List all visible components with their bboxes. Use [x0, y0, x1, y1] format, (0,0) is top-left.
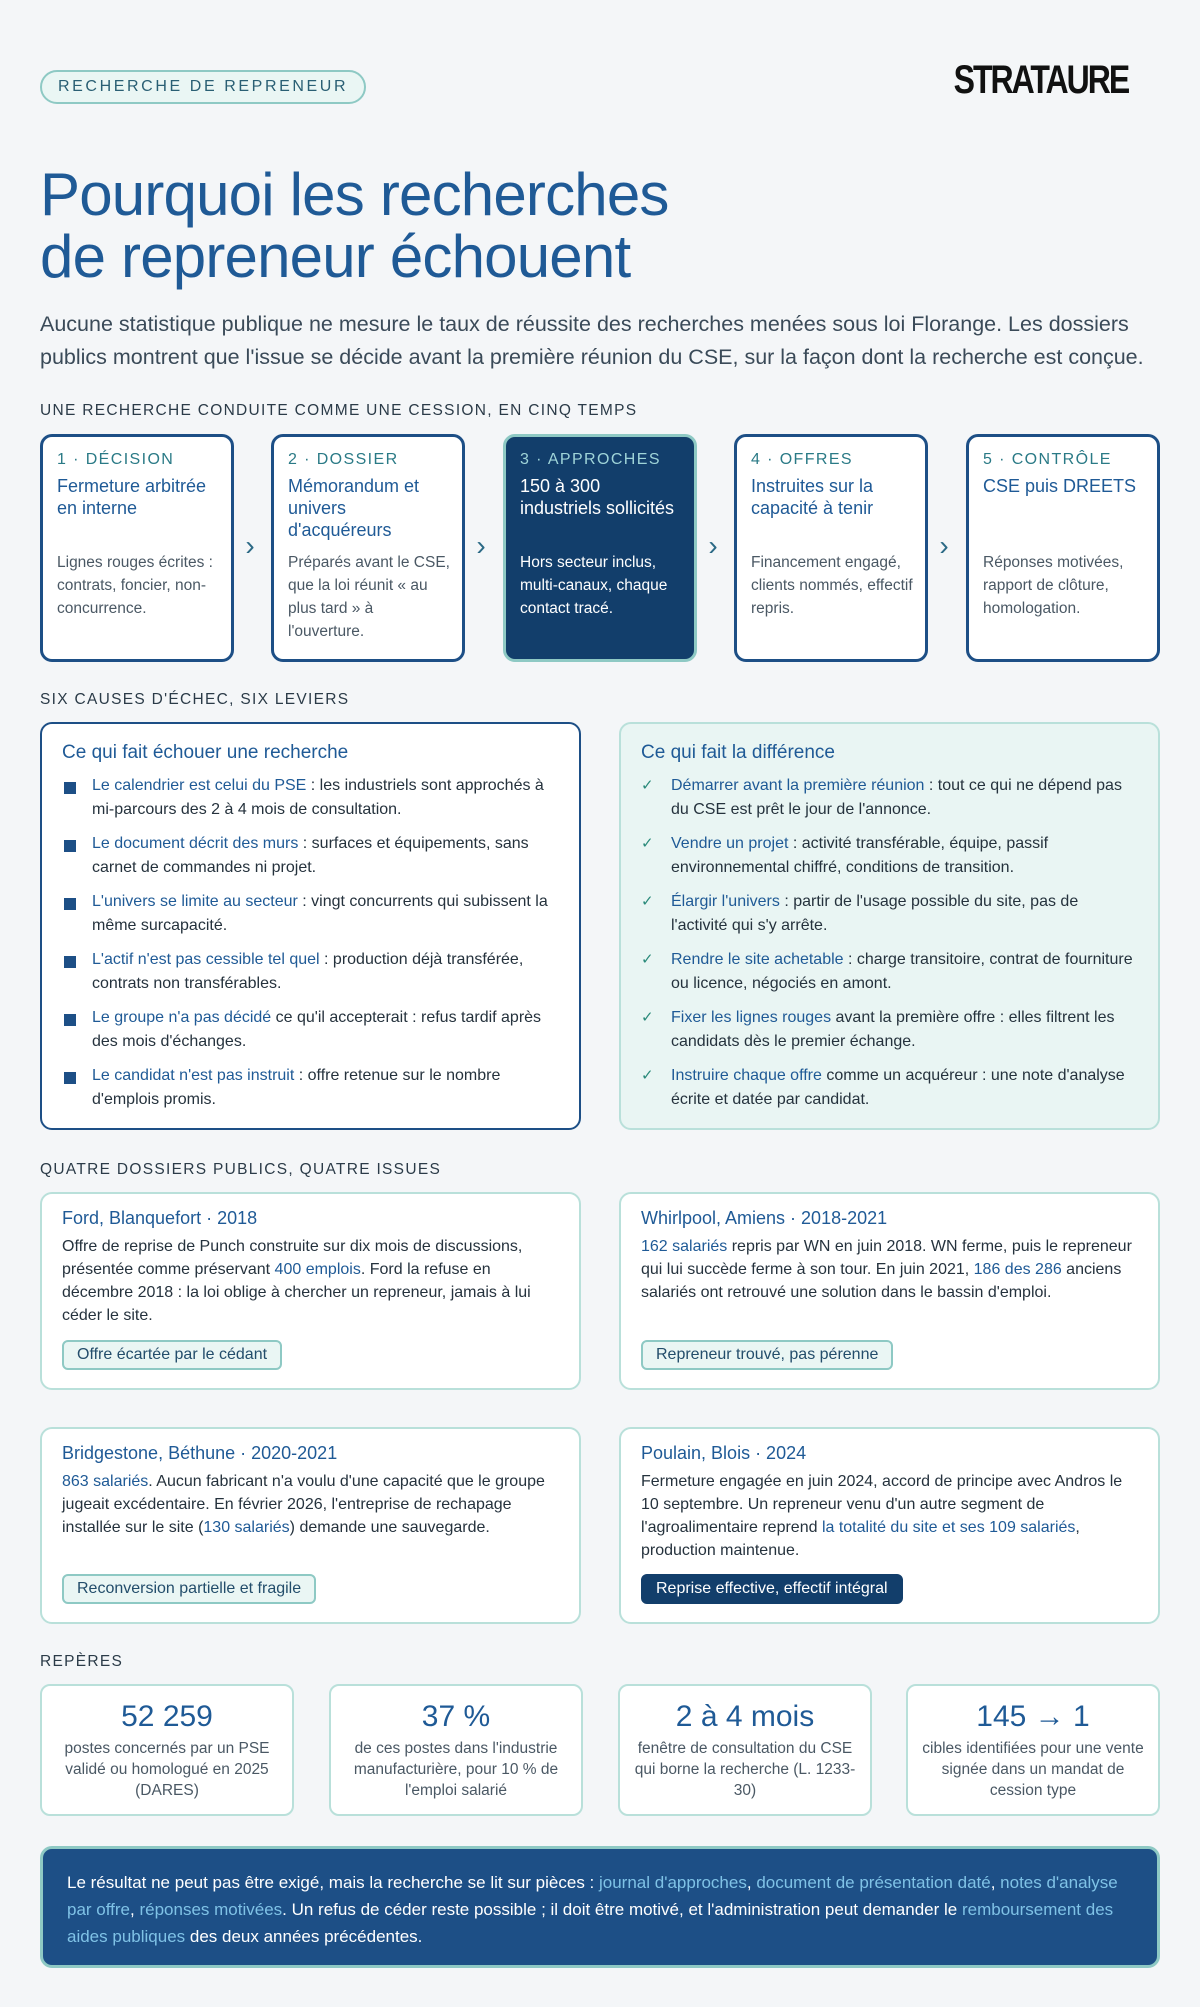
stat-card	[618, 1684, 872, 1816]
step-description: Financement engagé, clients nommés, effectif repris.	[751, 554, 913, 617]
item-lead: Le candidat n'est pas instruit	[92, 1067, 295, 1084]
case-text: Fermeture engagée en juin 2024, accord de principe avec Andros le 10 septembre. Un repreneur venu d'un autre segment de l'agroalimentaire reprend la totalité du site et ses 109 salariés, production maintenue.	[641, 1473, 1123, 1559]
stat-value: 145 → 1	[976, 1700, 1090, 1733]
stats-section-title: REPÈRES	[40, 1653, 124, 1670]
success-levers-panel	[619, 722, 1160, 1130]
steps-section-title: UNE RECHERCHE CONDUITE COMME UNE CESSION, EN CINQ TEMPS	[40, 402, 638, 419]
step-number: 2 · DOSSIER	[288, 451, 399, 468]
case-text: 162 salariés repris par WN en juin 2018. WN ferme, puis le repreneur qui lui succède ferme à son tour. En juin 2021, 186 des 286 anciens salariés ont retrouvé une solution dans le bassin d'emploi.	[641, 1238, 1132, 1301]
item-text: : les industriels sont approchés à mi-parcours des 2 à 4 mois de consultation.	[92, 777, 544, 818]
chevron-right-icon: ›	[939, 530, 949, 561]
stat-value: 52 259	[121, 1700, 213, 1733]
title-line-2: de repreneur échouent	[40, 223, 631, 290]
item-lead: Rendre le site achetable	[671, 951, 844, 968]
stat-caption: de ces postes dans l'industrie manufacturière, pour 10 % de l'emploi salarié	[353, 1740, 559, 1799]
item-text: : offre retenue sur le nombre d'emplois promis.	[92, 1067, 501, 1108]
case-card-ford	[40, 1192, 581, 1390]
stat-card	[906, 1684, 1160, 1816]
stat-caption: fenêtre de consultation du CSE qui borne la recherche (L. 1233-30)	[634, 1740, 856, 1799]
item-text: : surfaces et équipements, sans carnet de commandes ni projet.	[92, 835, 529, 876]
list-item	[62, 1064, 559, 1112]
brand-logo: STRATAURE	[953, 58, 1128, 102]
list-item	[641, 948, 1138, 996]
step-title: Mémorandum et univers d'acquéreurs	[288, 476, 420, 540]
list-item	[62, 774, 559, 822]
stat-card	[329, 1684, 583, 1816]
step-description: Lignes rouges écrites : contrats, foncier, non-concurrence.	[57, 554, 213, 617]
case-title: Ford, Blanquefort · 2018	[62, 1208, 258, 1228]
causes-section-title: SIX CAUSES D'ÉCHEC, SIX LEVIERS	[40, 691, 350, 708]
title-line-1: Pourquoi les recherches	[40, 161, 669, 228]
stat-value: 37 %	[421, 1700, 491, 1733]
step-card-decision	[40, 434, 234, 662]
square-bullet-icon	[64, 1072, 76, 1084]
chevron-right-icon: ›	[708, 530, 718, 561]
item-lead: Démarrer avant la première réunion	[671, 777, 925, 794]
case-card-bridgestone	[40, 1427, 581, 1624]
check-icon: ✓	[641, 777, 654, 794]
square-bullet-icon	[64, 840, 76, 852]
check-icon: ✓	[641, 951, 654, 968]
item-text: avant la première offre : elles filtrent les candidats dès le premier échange.	[671, 1009, 1115, 1050]
causes-list	[62, 774, 559, 1112]
page-title	[40, 161, 940, 290]
step-card-approches	[503, 434, 697, 662]
step-number: 4 · OFFRES	[751, 451, 854, 468]
panel-title: Ce qui fait la différence	[641, 742, 835, 763]
stat-card	[40, 1684, 294, 1816]
case-text: Offre de reprise de Punch construite sur dix mois de discussions, présentée comme préservant 400 emplois. Ford la refuse en décembre 2018 : la loi oblige à chercher un repreneur, jamais à lui céder le site.	[62, 1238, 531, 1324]
category-tag: RECHERCHE DE REPRENEUR	[40, 70, 366, 104]
failure-causes-panel	[40, 722, 581, 1130]
stat-value: 2 à 4 mois	[675, 1700, 815, 1733]
step-number: 1 · DÉCISION	[57, 451, 175, 468]
item-lead: Élargir l'univers	[671, 893, 780, 910]
step-title: CSE puis DREETS	[983, 476, 1137, 496]
list-item	[641, 1006, 1138, 1054]
item-text: : production déjà transférée, contrats non transférables.	[92, 951, 524, 992]
step-card-dossier	[271, 434, 465, 662]
outcome-badge: Offre écartée par le cédant	[62, 1340, 282, 1370]
list-item	[62, 948, 559, 996]
item-lead: Le calendrier est celui du PSE	[92, 777, 307, 794]
item-lead: L'actif n'est pas cessible tel quel	[92, 951, 320, 968]
list-item	[641, 832, 1138, 880]
check-icon: ✓	[641, 1067, 654, 1084]
item-text: comme un acquéreur : une note d'analyse écrite et datée par candidat.	[671, 1067, 1125, 1108]
case-title: Whirlpool, Amiens · 2018-2021	[641, 1208, 888, 1228]
square-bullet-icon	[64, 1014, 76, 1026]
item-text: : activité transférable, équipe, passif environnemental chiffré, conditions de transition.	[671, 835, 1049, 876]
case-text: 863 salariés. Aucun fabricant n'a voulu d'une capacité que le groupe jugeait excédentaire. En février 2026, l'entreprise de rechapage installée sur le site (130 salariés) demande une sauvegarde.	[62, 1473, 545, 1536]
cases-section-title: QUATRE DOSSIERS PUBLICS, QUATRE ISSUES	[40, 1161, 442, 1178]
case-title: Bridgestone, Béthune · 2020-2021	[62, 1443, 338, 1463]
steps-row	[40, 434, 1160, 662]
square-bullet-icon	[64, 898, 76, 910]
step-card-offres	[734, 434, 928, 662]
list-item	[62, 890, 559, 938]
step-description: Réponses motivées, rapport de clôture, homologation.	[983, 554, 1124, 617]
item-lead: Vendre un projet	[671, 835, 789, 852]
outcome-badge: Repreneur trouvé, pas pérenne	[641, 1340, 893, 1370]
step-number: 5 · CONTRÔLE	[983, 451, 1112, 468]
chevron-right-icon: ›	[476, 530, 486, 561]
square-bullet-icon	[64, 956, 76, 968]
outcome-badge: Reprise effective, effectif intégral	[641, 1574, 903, 1604]
step-card-controle	[966, 434, 1160, 662]
stat-caption: cibles identifiées pour une vente signée dans un mandat de cession type	[922, 1740, 1144, 1799]
item-text: : partir de l'usage possible du site, pas de l'activité qui s'y arrête.	[671, 893, 1079, 934]
step-title: Fermeture arbitrée en interne	[57, 476, 207, 518]
case-title: Poulain, Blois · 2024	[641, 1443, 807, 1463]
check-icon: ✓	[641, 893, 654, 910]
item-text: : tout ce qui ne dépend pas du CSE est prêt le jour de l'annonce.	[671, 777, 1122, 818]
step-title: 150 à 300 industriels sollicités	[520, 476, 675, 518]
step-description: Préparés avant le CSE, que la loi réunit « au plus tard » à l'ouverture.	[288, 554, 450, 640]
item-text: : charge transitoire, contrat de fourniture ou licence, négociés en amont.	[671, 951, 1133, 992]
item-lead: L'univers se limite au secteur	[92, 893, 298, 910]
conclusion-band: Le résultat ne peut pas être exigé, mais la recherche se lit sur pièces : journal d'approches, document de présentation daté, notes d'analyse par offre, réponses motivées. Un refus de céder reste possible ; il doit être motivé, et l'administration peut demander le remboursement des aides publiques des deux années précédentes.	[40, 1846, 1160, 1968]
item-lead: Le document décrit des murs	[92, 835, 299, 852]
list-item	[641, 774, 1138, 822]
step-number: 3 · APPROCHES	[520, 451, 661, 468]
list-item	[641, 890, 1138, 938]
item-lead: Fixer les lignes rouges	[671, 1009, 832, 1026]
check-icon: ✓	[641, 835, 654, 852]
item-text: : vingt concurrents qui subissent la même surcapacité.	[92, 893, 548, 934]
step-title: Instruites sur la capacité à tenir	[751, 476, 874, 518]
list-item	[641, 1064, 1138, 1112]
chevron-right-icon: ›	[245, 530, 255, 561]
list-item	[62, 832, 559, 880]
outcome-badge: Reconversion partielle et fragile	[62, 1574, 316, 1604]
check-icon: ✓	[641, 1009, 654, 1026]
stat-caption: postes concernés par un PSE validé ou homologué en 2025 (DARES)	[64, 1740, 270, 1799]
case-card-poulain	[619, 1427, 1160, 1624]
item-lead: Le groupe n'a pas décidé	[92, 1009, 272, 1026]
item-text: ce qu'il accepterait : refus tardif après des mois d'échanges.	[92, 1009, 542, 1050]
lede-paragraph: Aucune statistique publique ne mesure le taux de réussite des recherches menées sous loi Florange. Les dossiers publics montrent que l'issue se décide avant la première réunion du CSE, sur la façon dont la recherche est conçue.	[40, 312, 1144, 369]
case-card-whirlpool	[619, 1192, 1160, 1390]
list-item	[62, 1006, 559, 1054]
item-lead: Instruire chaque offre	[671, 1067, 822, 1084]
panel-title: Ce qui fait échouer une recherche	[62, 742, 349, 763]
step-description: Hors secteur inclus, multi-canaux, chaque contact tracé.	[520, 554, 668, 617]
levers-list	[641, 774, 1138, 1112]
square-bullet-icon	[64, 782, 76, 794]
